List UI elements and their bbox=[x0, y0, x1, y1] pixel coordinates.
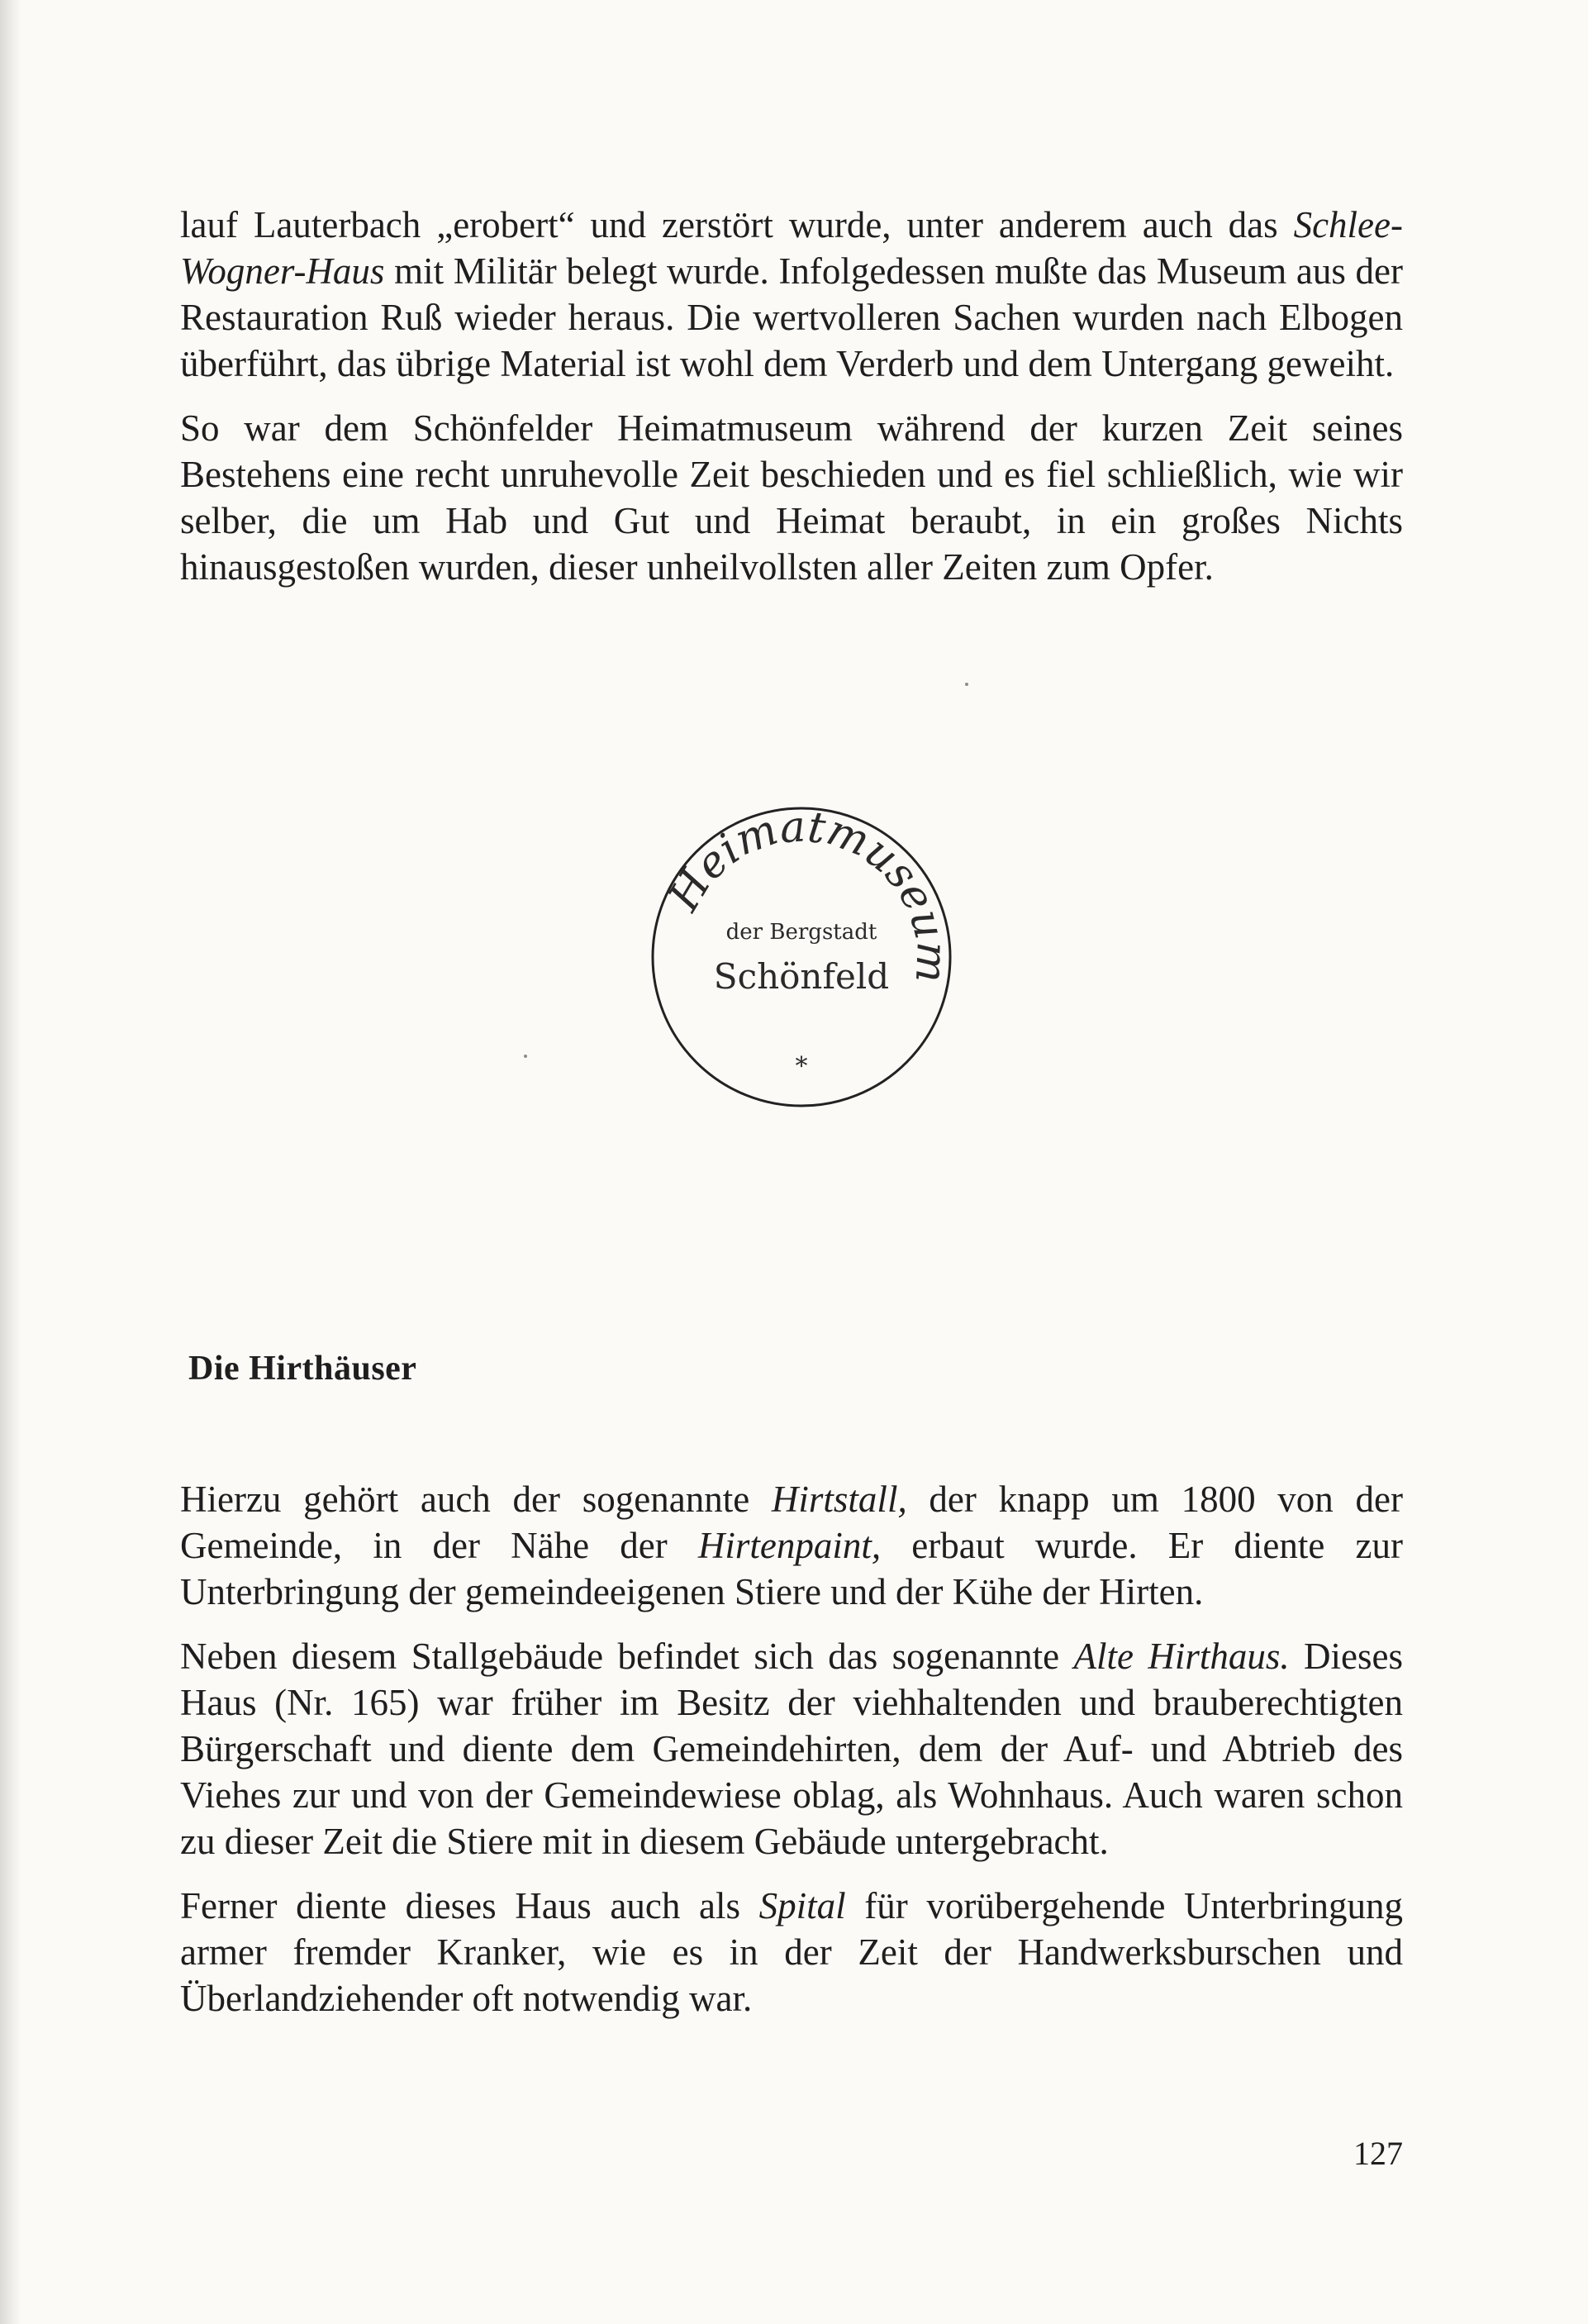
paragraph bbox=[180, 405, 1403, 590]
italic-term: Alte Hirthaus. bbox=[1073, 1636, 1290, 1677]
text-run: Ferner diente dieses Haus auch als bbox=[180, 1885, 759, 1926]
page-edge-shadow bbox=[0, 0, 21, 2324]
text-run: So war dem Schönfelder Heimatmuseum während der kurzen Zeit seines Bestehens eine recht unruhevolle Zeit beschieden und es fiel schließlich, wie wir selber, die um Hab und Gut und Heimat beraubt, in ein großes Nichts hinausgestoßen wurden, dieser unheilvollsten aller Zeiten zum Opfer. bbox=[180, 407, 1403, 588]
italic-term: Hirtenpaint, bbox=[697, 1525, 882, 1566]
text-run: lauf Lauterbach „erobert“ und zerstört wurde, unter anderem auch das bbox=[180, 204, 1294, 245]
italic-term: Hirtstall, bbox=[771, 1479, 907, 1520]
stamp-line2: Schönfeld bbox=[713, 956, 890, 997]
paragraph bbox=[180, 202, 1403, 387]
stamp-star: * bbox=[795, 1052, 808, 1081]
stamp-graphic bbox=[644, 800, 958, 1114]
italic-term: Spital bbox=[758, 1885, 846, 1926]
page-number: 127 bbox=[1353, 2135, 1403, 2172]
paragraph bbox=[180, 1633, 1403, 1864]
paragraph bbox=[180, 1883, 1403, 2022]
museum-stamp bbox=[644, 800, 958, 1114]
section-heading: Die Hirthäuser bbox=[188, 1350, 417, 1388]
paper-speck bbox=[965, 683, 968, 686]
text-run: der knapp um 1800 von der Gemeinde, in der Nähe der bbox=[180, 1479, 1403, 1566]
text-run: Neben diesem Stallgebäude befindet sich das sogenannte bbox=[180, 1636, 1074, 1677]
stamp-line1: der Bergstadt bbox=[725, 920, 877, 945]
top-text-block bbox=[180, 202, 1403, 590]
text-run: erbaut wurde. Er diente zur Unterbringung der gemeindeeigenen Stiere und der Kühe der Hirten. bbox=[180, 1525, 1403, 1612]
paper-speck bbox=[524, 1055, 527, 1058]
bottom-text-block bbox=[180, 1476, 1403, 2022]
text-run: Hierzu gehört auch der sogenannte bbox=[180, 1479, 772, 1520]
italic-term: Schlee-Wogner-Haus bbox=[180, 204, 1403, 292]
stamp-ring-text: Heimatmuseum bbox=[658, 802, 957, 983]
text-run: mit Militär belegt wurde. Infolgedessen mußte das Museum aus der Restauration Ruß wieder heraus. Die wertvolleren Sachen wurden nach Elbogen überführt, das übrige Material ist wohl dem Verderb und dem Untergang geweiht. bbox=[180, 250, 1403, 384]
text-run: für vorübergehende Unterbringung armer fremder Kranker, wie es in der Zeit der Handwerksburschen und Überlandziehender oft notwendig war. bbox=[180, 1885, 1403, 2019]
text-run: Dieses Haus (Nr. 165) war früher im Besitz der viehhaltenden und brauberechtigten Bürgerschaft und diente dem Gemeindehirten, dem der Auf- und Abtrieb des Viehes zur und von der Gemeindewiese oblag, als Wohnhaus. Auch waren schon zu dieser Zeit die Stiere mit in diesem Gebäude untergebracht. bbox=[180, 1636, 1403, 1862]
paragraph bbox=[180, 1476, 1403, 1615]
